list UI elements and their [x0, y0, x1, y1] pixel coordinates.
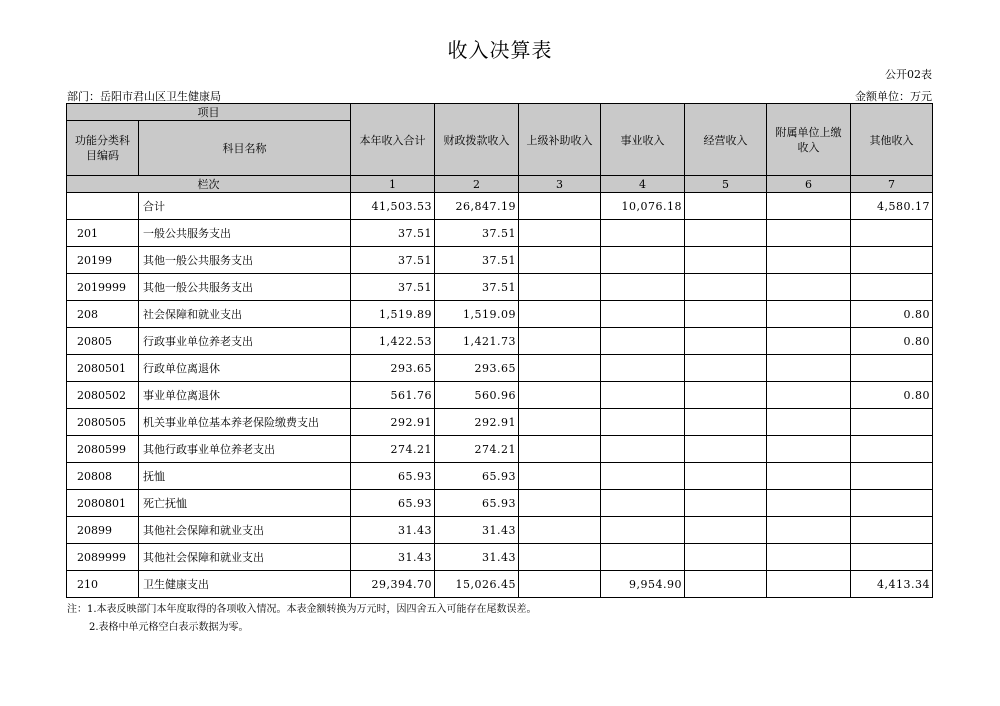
table-row [67, 382, 933, 409]
amount-unit-label: 金额单位：万元 [855, 90, 932, 103]
func-code-cell: 20808 [67, 463, 139, 490]
amount-cell [601, 409, 685, 436]
amount-cell [519, 355, 601, 382]
amount-cell [685, 328, 767, 355]
amount-cell: 0.80 [851, 382, 933, 409]
amount-cell: 31.43 [351, 544, 435, 571]
table-row [67, 301, 933, 328]
func-code-cell: 2080502 [67, 382, 139, 409]
amount-cell: 65.93 [435, 463, 519, 490]
amount-cell [685, 436, 767, 463]
amount-cell: 29,394.70 [351, 571, 435, 598]
amount-cell [685, 193, 767, 220]
income-final-accounts-table [66, 103, 933, 598]
amount-cell [851, 274, 933, 301]
amount-cell [601, 355, 685, 382]
subject-name-cell: 合计 [139, 193, 351, 220]
amount-cell [851, 247, 933, 274]
project-header: 项目 [67, 104, 351, 121]
amount-cell [685, 490, 767, 517]
amount-cell: 1,422.53 [351, 328, 435, 355]
func-code-cell [67, 193, 139, 220]
amount-cell: 274.21 [435, 436, 519, 463]
amount-cell [519, 220, 601, 247]
amount-cell [767, 274, 851, 301]
amount-cell [601, 436, 685, 463]
amount-cell: 293.65 [351, 355, 435, 382]
func-code-cell: 201 [67, 220, 139, 247]
amount-cell: 37.51 [351, 247, 435, 274]
footnotes [67, 601, 537, 637]
amount-cell: 26,847.19 [435, 193, 519, 220]
table-row [67, 490, 933, 517]
amount-cell [767, 517, 851, 544]
amount-cell: 31.43 [351, 517, 435, 544]
amount-cell [601, 517, 685, 544]
amount-cell: 37.51 [435, 220, 519, 247]
table-row [67, 463, 933, 490]
func-code-cell: 20199 [67, 247, 139, 274]
column-number: 1 [351, 176, 435, 193]
table-code: 公开02表 [885, 68, 932, 81]
subject-name-cell: 其他社会保障和就业支出 [139, 517, 351, 544]
subject-name-cell: 死亡抚恤 [139, 490, 351, 517]
amount-cell [767, 301, 851, 328]
amount-cell: 560.96 [435, 382, 519, 409]
amount-cell: 561.76 [351, 382, 435, 409]
amount-cell [685, 409, 767, 436]
amount-cell [519, 490, 601, 517]
amount-cell: 0.80 [851, 301, 933, 328]
amount-cell [851, 544, 933, 571]
amount-cell: 31.43 [435, 544, 519, 571]
amount-cell: 293.65 [435, 355, 519, 382]
subject-name-cell: 机关事业单位基本养老保险缴费支出 [139, 409, 351, 436]
amount-cell [519, 571, 601, 598]
amount-cell: 37.51 [351, 220, 435, 247]
amount-cell [767, 328, 851, 355]
amount-cell [851, 463, 933, 490]
col-header-total: 本年收入合计 [351, 104, 435, 176]
amount-cell [685, 355, 767, 382]
col-header-business: 事业收入 [601, 104, 685, 176]
amount-cell: 37.51 [351, 274, 435, 301]
func-code-cell: 2080501 [67, 355, 139, 382]
func-code-header: 功能分类科目编码 [67, 121, 139, 176]
column-number: 5 [685, 176, 767, 193]
table-row [67, 571, 933, 598]
amount-cell [767, 382, 851, 409]
amount-cell [519, 517, 601, 544]
amount-cell: 292.91 [435, 409, 519, 436]
column-number: 6 [767, 176, 851, 193]
col-header-fiscal: 财政拨款收入 [435, 104, 519, 176]
footnote-2: 2.表格中单元格空白表示数据为零。 [89, 622, 249, 633]
amount-cell [685, 274, 767, 301]
table-row [67, 328, 933, 355]
table-row [67, 409, 933, 436]
subject-name-cell: 社会保障和就业支出 [139, 301, 351, 328]
amount-cell: 4,413.34 [851, 571, 933, 598]
amount-cell [519, 436, 601, 463]
subject-name-cell: 其他社会保障和就业支出 [139, 544, 351, 571]
func-code-cell: 210 [67, 571, 139, 598]
amount-cell [519, 463, 601, 490]
col-header-operating: 经营收入 [685, 104, 767, 176]
amount-cell [519, 328, 601, 355]
column-number: 2 [435, 176, 519, 193]
amount-cell [601, 220, 685, 247]
column-number: 7 [851, 176, 933, 193]
column-number: 3 [519, 176, 601, 193]
amount-cell [685, 220, 767, 247]
amount-cell [851, 355, 933, 382]
amount-cell [767, 193, 851, 220]
amount-cell [767, 436, 851, 463]
subject-name-cell: 其他行政事业单位养老支出 [139, 436, 351, 463]
col-header-superior-subsidy: 上级补助收入 [519, 104, 601, 176]
amount-cell: 10,076.18 [601, 193, 685, 220]
amount-cell [767, 490, 851, 517]
amount-cell [685, 517, 767, 544]
amount-cell: 274.21 [351, 436, 435, 463]
func-code-cell: 2089999 [67, 544, 139, 571]
func-code-cell: 2019999 [67, 274, 139, 301]
amount-cell [519, 382, 601, 409]
func-code-cell: 2080599 [67, 436, 139, 463]
amount-cell [767, 544, 851, 571]
subject-name-cell: 行政单位离退休 [139, 355, 351, 382]
subject-name-cell: 其他一般公共服务支出 [139, 274, 351, 301]
amount-cell [601, 463, 685, 490]
amount-cell: 41,503.53 [351, 193, 435, 220]
subject-name-cell: 行政事业单位养老支出 [139, 328, 351, 355]
amount-cell [851, 517, 933, 544]
amount-cell: 37.51 [435, 247, 519, 274]
amount-cell: 31.43 [435, 517, 519, 544]
amount-cell [519, 193, 601, 220]
amount-cell [601, 328, 685, 355]
amount-cell [601, 247, 685, 274]
subject-name-cell: 抚恤 [139, 463, 351, 490]
amount-cell: 292.91 [351, 409, 435, 436]
amount-cell: 37.51 [435, 274, 519, 301]
amount-cell [519, 409, 601, 436]
subject-name-header: 科目名称 [139, 121, 351, 176]
amount-cell [685, 544, 767, 571]
col-header-other: 其他收入 [851, 104, 933, 176]
amount-cell [851, 436, 933, 463]
table-row [67, 355, 933, 382]
amount-cell [685, 301, 767, 328]
amount-cell [851, 490, 933, 517]
amount-cell [601, 490, 685, 517]
column-number: 4 [601, 176, 685, 193]
amount-cell: 65.93 [435, 490, 519, 517]
amount-cell [767, 571, 851, 598]
table-row [67, 220, 933, 247]
amount-cell [519, 247, 601, 274]
amount-cell [767, 355, 851, 382]
table-row [67, 544, 933, 571]
subject-name-cell: 卫生健康支出 [139, 571, 351, 598]
row-index-label: 栏次 [67, 176, 351, 193]
amount-cell: 65.93 [351, 490, 435, 517]
col-header-affiliated: 附属单位上缴收入 [767, 104, 851, 176]
table-row [67, 436, 933, 463]
amount-cell [685, 247, 767, 274]
amount-cell [601, 274, 685, 301]
amount-cell [601, 301, 685, 328]
func-code-cell: 2080505 [67, 409, 139, 436]
amount-cell: 1,519.89 [351, 301, 435, 328]
func-code-cell: 20899 [67, 517, 139, 544]
amount-cell: 1,421.73 [435, 328, 519, 355]
amount-cell [685, 571, 767, 598]
amount-cell [519, 544, 601, 571]
subject-name-cell: 一般公共服务支出 [139, 220, 351, 247]
amount-cell [685, 463, 767, 490]
amount-cell [685, 382, 767, 409]
amount-cell [601, 382, 685, 409]
amount-cell [767, 220, 851, 247]
subject-name-cell: 其他一般公共服务支出 [139, 247, 351, 274]
subject-name-cell: 事业单位离退休 [139, 382, 351, 409]
func-code-cell: 2080801 [67, 490, 139, 517]
amount-cell [851, 409, 933, 436]
footnote-1: 注：1.本表反映部门本年度取得的各项收入情况。本表金额转换为万元时，因四舍五入可能存在尾数误差。 [67, 604, 537, 615]
amount-cell [767, 247, 851, 274]
table-row [67, 247, 933, 274]
amount-cell [601, 544, 685, 571]
amount-cell: 0.80 [851, 328, 933, 355]
amount-cell: 4,580.17 [851, 193, 933, 220]
amount-cell [519, 301, 601, 328]
table-row [67, 517, 933, 544]
table-row [67, 193, 933, 220]
amount-cell: 1,519.09 [435, 301, 519, 328]
table-row [67, 274, 933, 301]
func-code-cell: 208 [67, 301, 139, 328]
page-title: 收入决算表 [447, 38, 553, 62]
func-code-cell: 20805 [67, 328, 139, 355]
amount-cell [767, 409, 851, 436]
amount-cell: 9,954.90 [601, 571, 685, 598]
department-label: 部门：岳阳市君山区卫生健康局 [67, 90, 221, 103]
amount-cell [767, 463, 851, 490]
amount-cell: 65.93 [351, 463, 435, 490]
amount-cell [851, 220, 933, 247]
amount-cell [519, 274, 601, 301]
amount-cell: 15,026.45 [435, 571, 519, 598]
